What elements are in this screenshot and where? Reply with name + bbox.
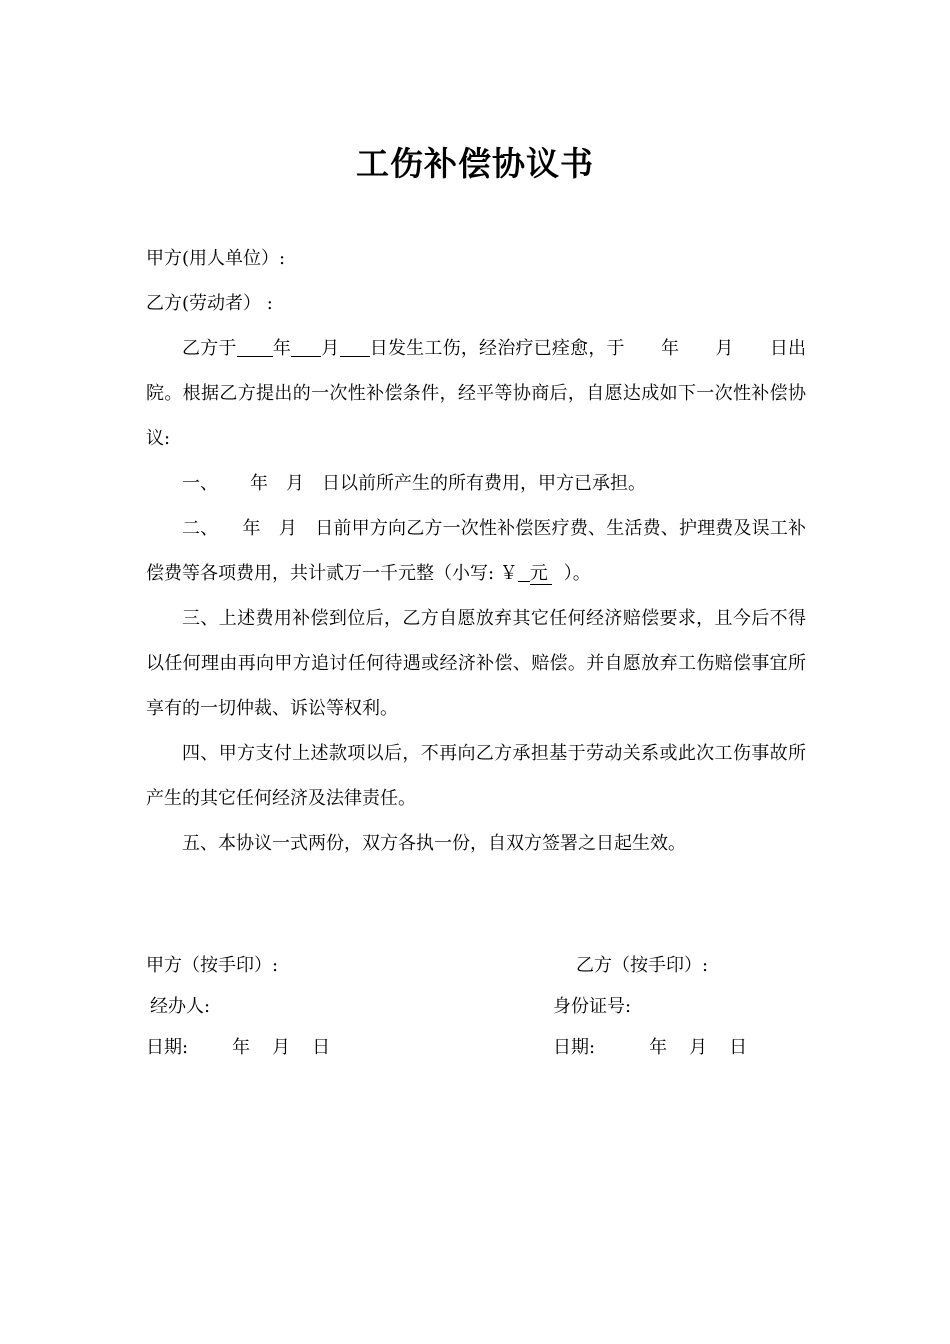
discharge-month-label: 月 (715, 338, 734, 359)
blank-month (291, 337, 321, 357)
clause-2-year: 年 (242, 518, 261, 539)
date-party-b (553, 1036, 747, 1060)
party-a-line: 甲方(用人单位）: (146, 248, 286, 269)
blank-day (340, 337, 370, 357)
discharge-year-label: 年 (660, 338, 680, 359)
date-b-label: 日期: (553, 1037, 596, 1058)
clause-2-end: ）。 (563, 563, 591, 584)
intro-paragraph (146, 326, 806, 461)
date-a-month: 月 (272, 1037, 291, 1058)
clause-2-month: 月 (278, 518, 298, 539)
intro-text: 乙方于 (182, 338, 237, 359)
date-a-label: 日期: (146, 1037, 189, 1058)
clause-2 (146, 506, 806, 596)
clause-4: 四、甲方支付上述款项以后，不再向乙方承担基于劳动关系或此次工伤事故所产生的其它任何经济及法律责任。 (146, 743, 806, 809)
date-b-month: 月 (689, 1037, 708, 1058)
party-b-line: 乙方(劳动者） : (146, 293, 273, 314)
intro-year-label: 年 (272, 338, 292, 359)
intro-text-3: 日出院。根据乙方提出的一次性补偿条件，经平等协商后，自愿达成如下一次性补偿协议: (146, 338, 807, 449)
handler-label: 经办人: (150, 996, 211, 1017)
clause-3: 三、上述费用补偿到位后，乙方自愿放弃其它任何经济赔偿要求，且今后不得以任何理由再向甲方追讨任何待遇或经济补偿、赔偿。并自愿放弃工伤赔偿事宜所享有的一切仲裁、诉讼等权利。 (146, 608, 806, 719)
document-title: 工伤补偿协议书 (356, 144, 594, 183)
clause-5: 五、本协议一式两份，双方各执一份，自双方签署之日起生效。 (182, 833, 686, 854)
clause-1-text: 日以前所产生的所有费用，甲方已承担。 (322, 473, 646, 494)
intro-month-label: 月 (321, 338, 340, 359)
clause-1-month: 月 (286, 473, 304, 494)
date-a-year: 年 (232, 1037, 251, 1058)
clause-1-year: 年 (250, 473, 268, 494)
date-party-a (146, 1036, 330, 1060)
clause-1 (146, 461, 806, 506)
intro-text-2: 日发生工伤，经治疗已痊愈，于 (369, 338, 625, 359)
blank-year (237, 337, 273, 357)
agreement-body (146, 236, 806, 866)
clause-2-number: 二、 (182, 518, 219, 539)
id-number-label: 身份证号: (553, 996, 632, 1017)
date-b-year: 年 (649, 1037, 668, 1058)
clause-1-number: 一、 (182, 473, 218, 494)
clause-2-amount-unit: 元 (530, 563, 552, 585)
date-a-day: 日 (312, 1037, 331, 1058)
signature-party-b: 乙方（按手印）: (576, 955, 709, 976)
signature-party-a: 甲方（按手印）: (146, 955, 279, 976)
date-b-day: 日 (729, 1037, 748, 1058)
clause-2-text: 日前甲方向乙方一次性补偿医疗费、生活费、护理费及误工补偿费等各项费用，共计贰万一千元整（小写: ￥ (146, 518, 807, 584)
